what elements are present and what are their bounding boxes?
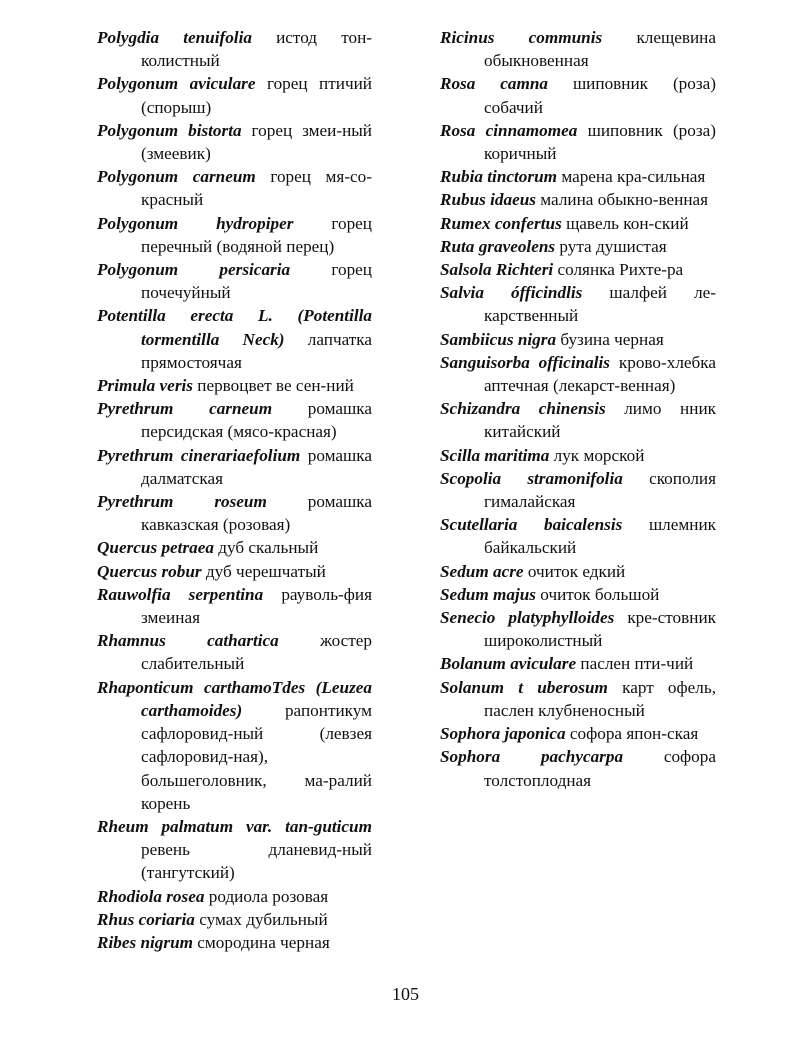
latin-name: Rauwolfia serpentina: [97, 584, 264, 604]
entry: [97, 490, 372, 536]
russian-name: дуб скальный: [218, 538, 319, 558]
entry: [440, 72, 716, 118]
latin-name: Rubus idaeus: [440, 190, 536, 210]
russian-name: ромашка далматская: [141, 445, 372, 488]
latin-name: Ribes nigrum: [97, 932, 193, 952]
russian-name: софора япон-ская: [569, 724, 699, 744]
latin-name: Sedum acre: [440, 561, 524, 581]
russian-name: ромашка персидская (мясо-красная): [141, 399, 372, 442]
entry: [440, 606, 716, 652]
russian-name: истод тон-колистный: [141, 28, 372, 71]
latin-name: Schizandra chinensis: [440, 399, 606, 419]
latin-name: Rheum palmatum var. tan-guticum: [97, 816, 372, 836]
entry: [97, 583, 372, 629]
russian-name: шиповник (роза) коричный: [484, 120, 716, 164]
entry: [440, 444, 716, 467]
latin-name: Rosa cinnamomea: [440, 120, 578, 140]
latin-name: Pyrethrum carneum: [97, 399, 273, 419]
entry: [440, 467, 716, 513]
entry: [440, 26, 716, 72]
entry: [97, 212, 372, 258]
russian-name: крово-хлебка аптечная (лекарст-венная): [484, 352, 716, 396]
russian-name: карт офель, паслен клубненосный: [484, 677, 717, 720]
latin-name: Sanguisorba officinalis: [440, 352, 610, 372]
russian-name: паслен пти-чий: [580, 654, 694, 674]
latin-name: Pyrethrum roseum: [97, 492, 267, 512]
entry: [440, 652, 716, 675]
russian-name: родиола розовая: [208, 886, 329, 906]
russian-name: сумах дубильный: [199, 909, 328, 929]
entry: [440, 328, 716, 351]
russian-name: шалфей ле-карственный: [484, 283, 716, 326]
russian-name: лимо нник китайский: [484, 399, 716, 442]
entry: [97, 397, 372, 443]
entry: [440, 513, 716, 559]
entry: [97, 931, 372, 954]
left-column: [97, 26, 372, 954]
latin-name: Ruta graveolens: [440, 236, 556, 256]
entry: [440, 351, 716, 397]
russian-name: шиповник (роза) собачий: [484, 74, 716, 117]
entry: [440, 560, 716, 583]
russian-name: шлемник байкальский: [484, 515, 717, 558]
latin-name: Pyrethrum cinerariaefolium: [97, 445, 301, 465]
latin-name: Salsola Richteri: [440, 260, 554, 280]
latin-name: Rosa camna: [440, 74, 549, 94]
entry: [97, 676, 372, 815]
russian-name: горец змеи-ный (змеевик): [141, 120, 373, 164]
entry: [97, 165, 372, 211]
russian-name: солянка Рихте-ра: [557, 260, 684, 280]
russian-name: дуб черешчатый: [205, 561, 326, 581]
entry: [97, 629, 372, 675]
right-column: [440, 26, 716, 792]
russian-name: щавель кон-ский: [566, 213, 689, 233]
russian-name: жостер слабительный: [141, 631, 372, 674]
russian-name: очиток большой: [540, 584, 660, 604]
latin-name: Quercus robur: [97, 561, 202, 581]
latin-name: Scutellaria baicalensis: [440, 515, 623, 535]
latin-name: Polygonum aviculare: [97, 74, 256, 94]
latin-name: Rhus coriaria: [97, 909, 195, 929]
entry: [97, 258, 372, 304]
entry: [97, 72, 372, 118]
latin-name: Sedum majus: [440, 584, 536, 604]
entry: [440, 188, 716, 211]
russian-name: рута душистая: [559, 236, 667, 256]
latin-name: Polygonum hydropiper: [97, 213, 294, 233]
latin-name: Rhamnus cathartica: [97, 631, 279, 651]
entry: [97, 119, 372, 165]
latin-name: Rhodiola rosea: [97, 886, 205, 906]
entry: [440, 119, 716, 165]
latin-name: Sophora pachycarpa: [440, 747, 624, 767]
latin-name: Solanum t uberosum: [440, 677, 608, 697]
entry: [440, 235, 716, 258]
russian-name: горец мя-со-красный: [141, 167, 372, 210]
latin-name: Salvia ófficindlis: [440, 283, 583, 303]
entry: [97, 560, 372, 583]
entry: [440, 281, 716, 327]
latin-name: Rubia tinctorum: [440, 167, 558, 187]
latin-name: Rhaponticum carthamoTdes (Leuzea carthamoides): [97, 677, 372, 720]
entry: [97, 304, 372, 374]
entry: [440, 165, 716, 188]
latin-name: Bolanum aviculare: [440, 654, 577, 674]
entry: [440, 212, 716, 235]
russian-name: марена кра-сильная: [561, 167, 706, 187]
entry: [97, 885, 372, 908]
latin-name: Scopolia stramonifolia: [440, 468, 623, 488]
latin-name: Primula veris: [97, 376, 193, 396]
latin-name: Polygonum bistorta: [97, 120, 242, 140]
russian-name: очиток едкий: [527, 561, 626, 581]
russian-name: горец почечуйный: [141, 260, 372, 303]
russian-name: смородина черная: [197, 932, 330, 952]
entry: [440, 745, 716, 791]
russian-name: первоцвет ве сен-ний: [197, 376, 354, 396]
russian-name: лапчатка прямостоячая: [141, 329, 372, 372]
russian-name: малина обыкно-венная: [540, 190, 709, 210]
entry: [97, 26, 372, 72]
russian-name: рауволь-фия змеиная: [141, 584, 372, 628]
latin-name: Ricinus communis: [440, 28, 603, 47]
entry: [97, 374, 372, 397]
page-number: 105: [392, 984, 419, 1004]
latin-name: Sophora japonica: [440, 724, 566, 744]
entry: [97, 536, 372, 559]
russian-name: софора толстоплодная: [484, 747, 716, 790]
entry: [97, 908, 372, 931]
russian-name: скополия гималайская: [484, 468, 717, 512]
latin-name: Polygonum persicaria: [97, 260, 291, 280]
russian-name: клещевина обыкновенная: [484, 28, 716, 71]
latin-name: Senecio platyphylloides: [440, 608, 615, 628]
latin-name: Rumex confertus: [440, 213, 562, 233]
russian-name: ромашка кавказская (розовая): [141, 492, 372, 535]
russian-name: ревень дланевид-ный (тангутский): [141, 840, 372, 883]
entry: [97, 815, 372, 885]
russian-name: горец птичий (спорыш): [141, 74, 372, 117]
russian-name: бузина черная: [560, 329, 664, 349]
latin-name: Polygonum carneum: [97, 167, 256, 187]
entry: [440, 722, 716, 745]
latin-name: Potentilla erecta L. (Potentilla tormentilla Neck): [97, 306, 372, 349]
russian-name: горец перечный (водяной перец): [141, 213, 372, 256]
entry: [440, 676, 716, 722]
entry: [440, 397, 716, 443]
russian-name: кре-стовник широколистный: [484, 608, 716, 651]
latin-name: Sambiicus nigra: [440, 329, 557, 349]
entry: [440, 583, 716, 606]
russian-name: рапонтикум сафлоровид-ный (левзея сафлоровид-ная), большеголовник, ма-ралий корень: [141, 700, 372, 813]
latin-name: Scilla maritima: [440, 445, 550, 465]
entry: [440, 258, 716, 281]
latin-name: Quercus petraea: [97, 538, 214, 558]
russian-name: лук морской: [553, 445, 645, 465]
entry: [97, 444, 372, 490]
latin-name: Polygdia tenuifolia: [97, 28, 252, 47]
